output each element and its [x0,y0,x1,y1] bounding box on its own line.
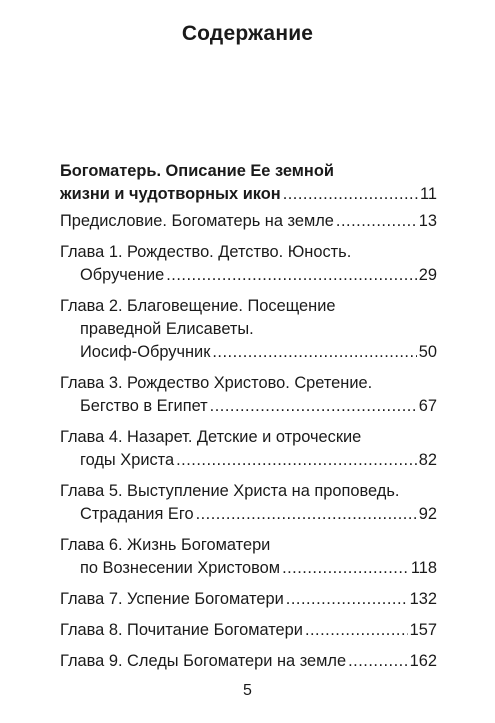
toc-entry-last-line [60,503,437,526]
toc-entry-line: Предисловие. Богоматерь на земле [60,212,334,230]
toc-entry-line: Глава 2. Благовещение. Посещение [60,297,336,315]
toc-entry-last-line [60,619,437,642]
page-title: Содержание [181,22,314,45]
toc-entry-chapter-1 [60,241,437,287]
toc-entry-chapter-5 [60,480,437,526]
toc-page-number: 13 [418,212,437,230]
dot-leader [286,588,408,611]
toc-entry-line: Богоматерь. Описание Ее земной [60,162,334,180]
toc-entry-line: Глава 8. Почитание Богоматери [60,621,303,639]
toc-entry-last-line [60,557,437,580]
toc-entry-line: по Вознесении Христовом [80,559,281,577]
toc-entry-chapter-2 [60,295,437,364]
toc-page-number: 67 [418,397,437,415]
toc-entry-line: Глава 9. Следы Богоматери на земле [60,652,347,670]
toc-page-number: 11 [419,185,437,203]
toc-page-number: 29 [418,266,437,284]
toc-entry-line: Иосиф-Обручник [80,343,211,361]
toc-entry-last-line [60,341,437,364]
toc-entry-line: Обручение [80,266,165,284]
toc-entry-line: Страдания Его [80,505,194,523]
dot-leader [348,650,408,673]
toc-page-number: 132 [409,590,437,608]
toc-entry-last-line [60,264,437,287]
dot-leader [305,619,408,642]
toc-entry-line: Глава 4. Назарет. Детские и отроческие [60,428,362,446]
toc-entry-part-title [60,160,437,206]
toc-page-number: 157 [409,621,437,639]
toc-entry-chapter-7 [60,588,437,611]
toc-entry-chapter-8 [60,619,437,642]
toc-entry-last-line [60,650,437,673]
toc-entry-chapter-4 [60,426,437,472]
toc-entry-last-line [60,183,437,206]
dot-leader [196,503,417,526]
toc-entry-chapter-9 [60,650,437,673]
dot-leader [336,210,417,233]
dot-leader [166,264,417,287]
toc-page-number: 82 [418,451,437,469]
toc-entry-line: Глава 3. Рождество Христово. Сретение. [60,374,373,392]
toc-entry-last-line [60,588,437,611]
table-of-contents [60,160,437,681]
toc-entry-line: Глава 5. Выступление Христа на проповедь. [60,482,400,500]
toc-entry-preface [60,210,437,233]
footer-page-number: 5 [243,682,252,699]
toc-entry-line: Глава 6. Жизнь Богоматери [60,536,271,554]
toc-entry-chapter-3 [60,372,437,418]
toc-entry-last-line [60,395,437,418]
dot-leader [282,557,409,580]
toc-entry-chapter-6 [60,534,437,580]
toc-page-number: 162 [409,652,437,670]
dot-leader [212,341,416,364]
dot-leader [283,183,418,206]
toc-entry-line: годы Христа [80,451,175,469]
dot-leader [176,449,417,472]
toc-entry-line: жизни и чудотворных икон [60,185,281,203]
toc-page-number: 92 [418,505,437,523]
toc-entry-line: Бегство в Египет [80,397,208,415]
toc-entry-line: Глава 7. Успение Богоматери [60,590,284,608]
toc-entry-line: Глава 1. Рождество. Детство. Юность. [60,243,352,261]
toc-page-number: 118 [410,559,437,577]
toc-entry-last-line [60,449,437,472]
toc-page-number: 50 [418,343,437,361]
dot-leader [210,395,417,418]
toc-entry-line: праведной Елисаветы. [80,320,254,338]
toc-entry-last-line [60,210,437,233]
